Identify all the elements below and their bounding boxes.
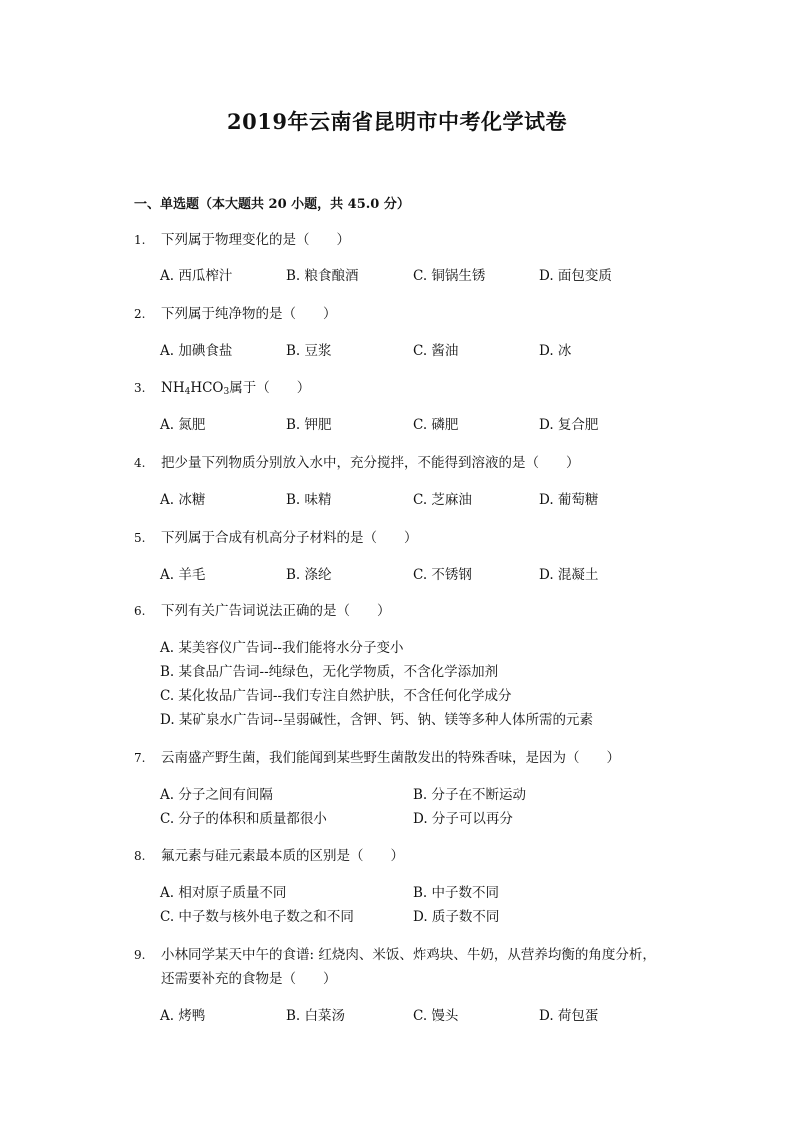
question-text: 云南盛产野生菌，我们能闻到某些野生菌散发出的特殊香味，是因为（ ） [161,750,620,766]
option-d[interactable]: D. 面包变质 [539,268,612,284]
question-8 [134,844,674,868]
option-d[interactable]: D. 分子可以再分 [413,811,513,827]
question-number: 2. [134,307,146,321]
option-a[interactable]: A. 某美容仪广告词--我们能将水分子变小 [160,640,404,656]
question-text: 下列属于合成有机高分子材料的是（ ） [161,530,418,546]
question-4 [134,451,674,475]
option-c[interactable]: C. 芝麻油 [413,492,472,508]
option-b[interactable]: B. 涤纶 [286,567,332,583]
question-6 [134,599,674,623]
option-b[interactable]: B. 分子在不断运动 [413,787,527,803]
option-b[interactable]: B. 粮食酿酒 [286,268,359,284]
page-title: 2019年云南省昆明市中考化学试卷 [227,109,567,134]
question-1 [134,228,674,252]
section-heading: 一、单选题（本大题共 20 小题，共 45.0 分） [134,197,410,212]
option-a[interactable]: A. 冰糖 [160,492,206,508]
option-a[interactable]: A. 烤鸭 [160,1008,206,1024]
option-d[interactable]: D. 混凝土 [539,567,599,583]
options-6 [160,636,680,732]
option-c[interactable]: C. 酱油 [413,343,459,359]
question-text: 氟元素与硅元素最本质的区别是（ ） [161,848,404,864]
option-d[interactable]: D. 质子数不同 [413,909,500,925]
option-c[interactable]: C. 某化妆品广告词--我们专注自然护肤，不含任何化学成分 [160,688,512,704]
option-d[interactable]: D. 荷包蛋 [539,1008,599,1024]
option-c[interactable]: C. 分子的体积和质量都很小 [160,811,327,827]
option-c[interactable]: C. 中子数与核外电子数之和不同 [160,909,354,925]
option-d[interactable]: D. 某矿泉水广告词--呈弱碱性，含钾、钙、钠、镁等多种人体所需的元素 [160,712,594,728]
option-b[interactable]: B. 某食品广告词--纯绿色，无化学物质，不含化学添加剂 [160,664,499,680]
question-text: 下列属于纯净物的是（ ） [161,306,337,322]
question-7 [134,746,674,770]
option-a[interactable]: A. 分子之间有间隔 [160,787,273,803]
option-a[interactable]: A. 氮肥 [160,417,206,433]
option-b[interactable]: B. 钾肥 [286,417,332,433]
question-number: 4. [134,456,146,470]
question-text: 把少量下列物质分别放入水中，充分搅拌，不能得到溶液的是（ ） [161,455,580,471]
question-text: $NH_4HCO_3$属于（ ） [161,380,311,397]
option-d[interactable]: D. 冰 [539,343,572,359]
option-c[interactable]: C. 不锈钢 [413,567,472,583]
question-number: 3. [134,381,146,395]
option-d[interactable]: D. 葡萄糖 [539,492,599,508]
question-text: 下列有关广告词说法正确的是（ ） [161,603,391,619]
option-a[interactable]: A. 相对原子质量不同 [160,885,287,901]
question-3 [134,376,674,404]
question-2 [134,302,674,326]
option-b[interactable]: B. 味精 [286,492,332,508]
question-text-line-2: 还需要补充的食物是（ ） [161,971,337,987]
option-b[interactable]: B. 中子数不同 [413,885,500,901]
question-text: 下列属于物理变化的是（ ） [161,232,350,248]
option-a[interactable]: A. 羊毛 [160,567,206,583]
question-9 [134,943,674,991]
question-number: 5. [134,531,146,545]
question-text-line-1: 小林同学某天中午的食谱: 红烧肉、米饭、炸鸡块、牛奶，从营养均衡的角度分析， [161,947,656,963]
option-c[interactable]: C. 铜锅生锈 [413,268,486,284]
question-number: 1. [134,233,146,247]
question-number: 9. [134,948,146,962]
option-c[interactable]: C. 馒头 [413,1008,459,1024]
question-number: 8. [134,849,146,863]
option-b[interactable]: B. 白菜汤 [286,1008,346,1024]
option-a[interactable]: A. 加碘食盐 [160,343,233,359]
question-5 [134,526,674,550]
option-b[interactable]: B. 豆浆 [286,343,332,359]
option-d[interactable]: D. 复合肥 [539,417,599,433]
option-c[interactable]: C. 磷肥 [413,417,459,433]
question-number: 6. [134,604,146,618]
question-number: 7. [134,751,146,765]
option-a[interactable]: A. 西瓜榨汁 [160,268,233,284]
